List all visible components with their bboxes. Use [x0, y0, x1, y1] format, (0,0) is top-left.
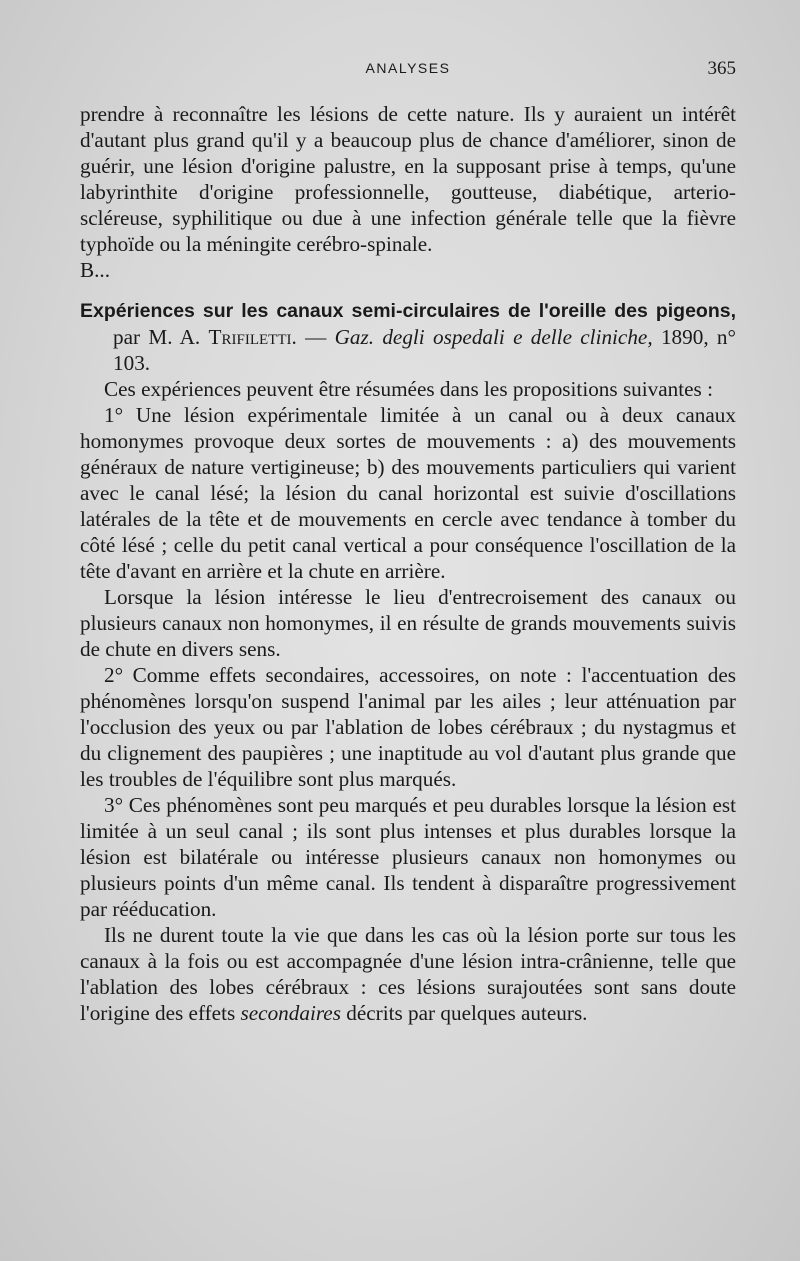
article-journal: Gaz. degli ospedali e delle cliniche, — [334, 325, 653, 349]
conclusion-italic: secondaires — [240, 1001, 341, 1025]
paragraph-point-1: 1° Une lésion expérimentale limitée à un canal ou à deux canaux homonymes provoque deux sortes de mouvements : a) des mouvements généraux de nature vertigineuse; b) des mouvements particuliers qui varient avec le canal lésé; la lésion du canal horizontal est suivie d'oscillations latérales de la tête et de mouvements en cercle avec tendance à tomber du côté lésé ; celle du petit canal vertical a pour conséquence l'oscillation de la tête d'avant en arrière et la chute en arrière. — [80, 403, 736, 583]
article-author: Trifiletti — [208, 325, 292, 349]
conclusion-text: Ils ne durent toute la vie que dans les cas où la lésion porte sur tous les canaux à la fois ou est accompagnée d'une lésion intra-crânienne, telle que l'ablation des lobes cérébraux : ces lésions surajoutées sont sans doute l'origine des effets — [80, 923, 736, 1025]
paragraph-crossing: Lorsque la lésion intéresse le lieu d'entrecroisement des canaux ou plusieurs canaux non homonymes, il en résulte de grands mouvements suivis de chute en divers sens. — [80, 585, 736, 661]
paragraph-conclusion — [80, 922, 736, 1026]
page-number: 365 — [707, 58, 736, 79]
paragraph-continued: prendre à reconnaître les lésions de cette nature. Ils y auraient un intérêt d'autant plus grand qu'il y a beaucoup plus de chance d'améliorer, sinon de guérir, une lésion d'origine palustre, en la supposant prise à temps, qu'une labyrinthite d'origine professionnelle, goutteuse, diabétique, arterio-scléreuse, syphilitique ou due à une infection générale telle que la fièvre typhoïde ou la méningite cerébro-spinale. — [80, 102, 736, 256]
paragraph-point-3: 3° Ces phénomènes sont peu marqués et peu durables lorsque la lésion est limitée à un seul canal ; ils sont plus intenses et plus durables lorsque la lésion est bilatérale ou intéresse plusieurs canaux non homonymes ou plusieurs points d'un même canal. Ils tendent à disparaître progressivement par rééducation. — [80, 793, 736, 921]
running-head: ANALYSES — [365, 60, 451, 76]
article-issue: 1890, n° 103. — [113, 325, 736, 375]
conclusion-end: décrits par quelques auteurs. — [340, 1001, 588, 1025]
article-dash: . — — [291, 325, 335, 349]
article-title: Expériences sur les canaux semi-circulaires de l'oreille des pigeons, — [80, 300, 736, 322]
reviewer-signature: B... — [80, 258, 111, 282]
page-body — [80, 101, 736, 1026]
article-by: par M. A. — [113, 325, 209, 349]
page-header — [80, 60, 736, 86]
paragraph-intro: Ces expériences peuvent être résumées dans les propositions suivantes : — [104, 377, 713, 401]
article-heading — [80, 297, 736, 376]
paragraph-point-2: 2° Comme effets secondaires, accessoires, on note : l'accentuation des phénomènes lorsqu'on suspend l'animal par les ailes ; leur atténuation par l'occlusion des yeux ou par l'ablation de lobes cérébraux ; du nystagmus et du clignement des paupières ; une inaptitude au vol d'autant plus grande que les troubles de l'équilibre sont plus marqués. — [80, 663, 736, 791]
